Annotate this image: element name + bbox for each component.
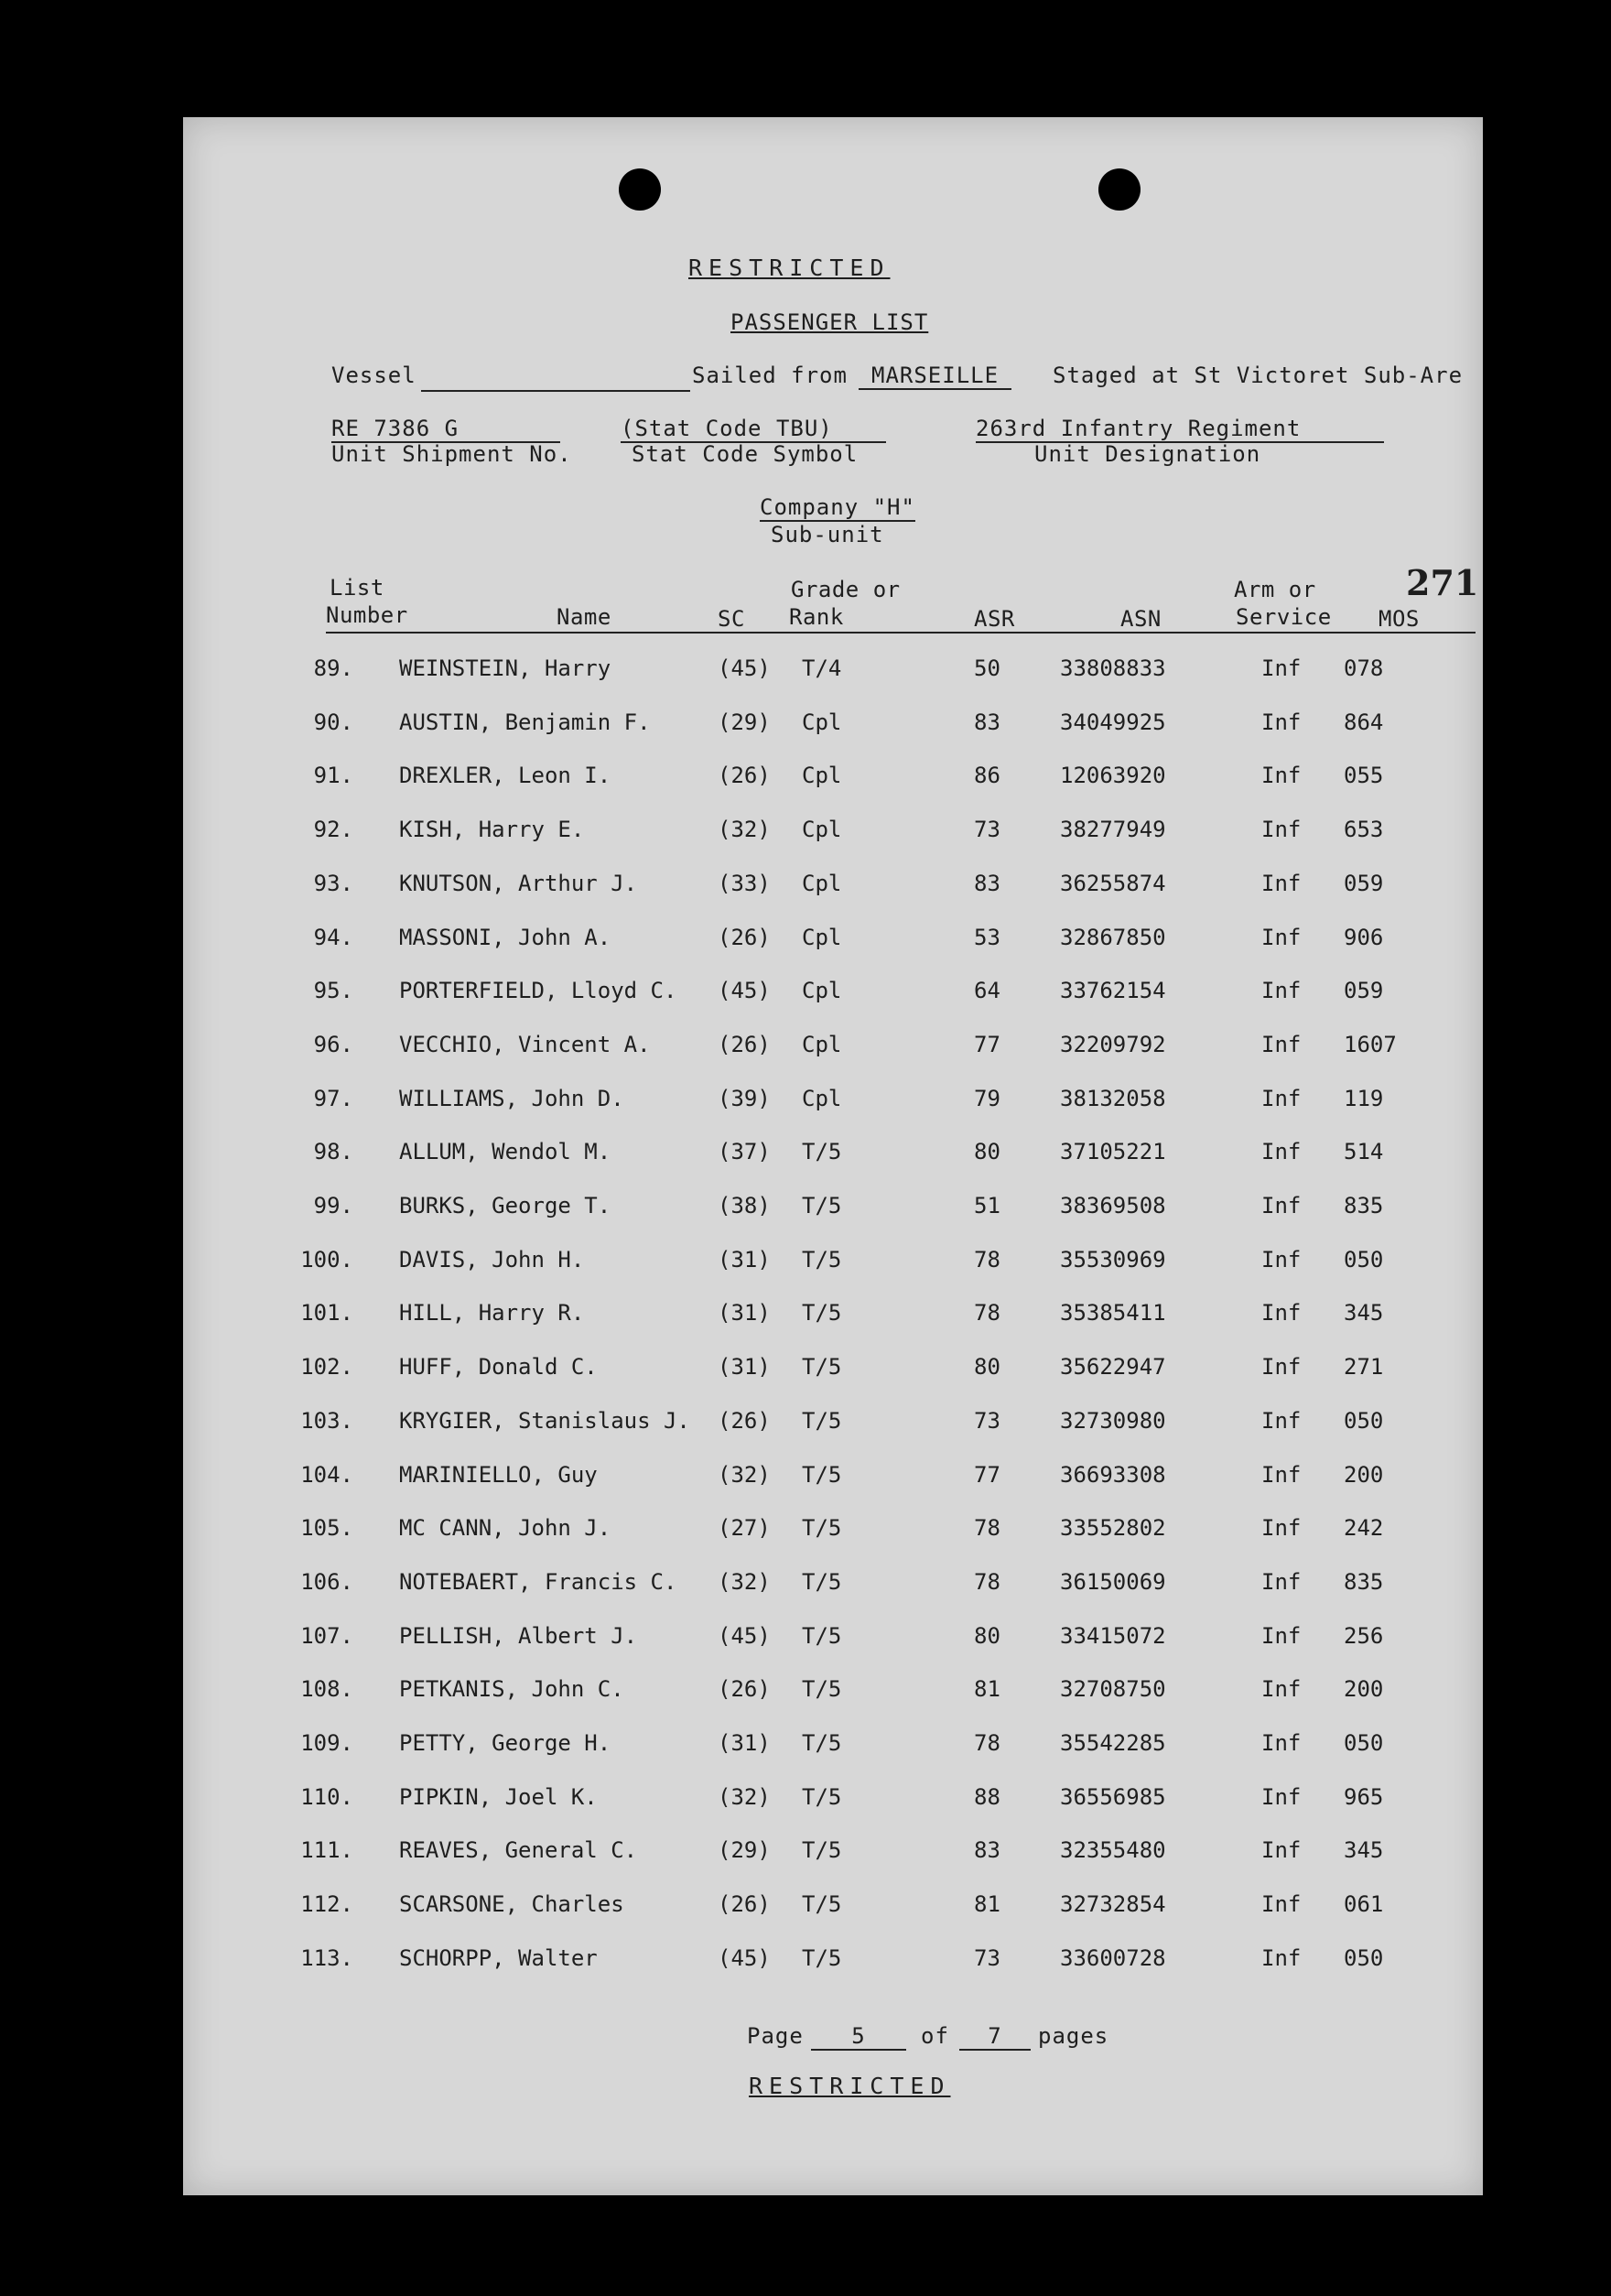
- table-row: [183, 1300, 1483, 1337]
- cell-rank: Cpl: [802, 1085, 842, 1111]
- cell-name: SCHORPP, Walter: [399, 1944, 598, 1971]
- cell-sc: (31): [718, 1354, 771, 1381]
- cell-name: NOTEBAERT, Francis C.: [399, 1568, 677, 1595]
- cell-num: 113.: [300, 1944, 353, 1971]
- cell-num: 106.: [300, 1568, 353, 1595]
- cell-arm: Inf: [1261, 763, 1302, 789]
- cell-asn: 38132058: [1060, 1085, 1166, 1111]
- cell-mos: 050: [1344, 1246, 1384, 1273]
- cell-mos: 1607: [1344, 1031, 1397, 1057]
- cell-arm: Inf: [1261, 709, 1302, 735]
- cell-num: 112.: [300, 1891, 353, 1918]
- cell-asn: 35622947: [1060, 1354, 1166, 1381]
- cell-asr: 80: [974, 1622, 1000, 1649]
- col-sc: SC: [718, 606, 745, 632]
- cell-mos: 653: [1344, 817, 1384, 843]
- cell-name: VECCHIO, Vincent A.: [399, 1031, 651, 1057]
- cell-rank: Cpl: [802, 978, 842, 1004]
- cell-arm: Inf: [1261, 1031, 1302, 1057]
- cell-rank: T/5: [802, 1193, 842, 1218]
- table-row: [183, 978, 1483, 1014]
- cell-mos: 242: [1344, 1515, 1384, 1542]
- cell-asr: 77: [974, 1031, 1000, 1057]
- cell-asr: 83: [974, 870, 1000, 896]
- cell-asn: 33415072: [1060, 1622, 1166, 1649]
- cell-rank: Cpl: [802, 709, 842, 735]
- cell-num: 97.: [313, 1085, 353, 1111]
- table-row: [183, 1623, 1483, 1660]
- cell-asr: 77: [974, 1461, 1000, 1488]
- cell-asn: 33552802: [1060, 1515, 1166, 1542]
- cell-rank: T/5: [802, 1461, 842, 1488]
- cell-arm: Inf: [1261, 1300, 1302, 1327]
- cell-asn: 36150069: [1060, 1568, 1166, 1595]
- cell-num: 100.: [300, 1246, 353, 1273]
- cell-rank: T/5: [802, 1891, 842, 1918]
- cell-name: PORTERFIELD, Lloyd C.: [399, 978, 677, 1004]
- cell-arm: Inf: [1261, 1783, 1302, 1810]
- cell-num: 111.: [300, 1837, 353, 1864]
- restricted-footer: RESTRICTED: [749, 2073, 951, 2099]
- cell-sc: (32): [718, 1568, 771, 1595]
- cell-mos: 059: [1344, 870, 1384, 896]
- cell-arm: Inf: [1261, 924, 1302, 950]
- footer-of-label: of: [921, 2023, 949, 2049]
- cell-sc: (45): [718, 655, 771, 681]
- cell-mos: 835: [1344, 1568, 1384, 1595]
- cell-num: 102.: [300, 1354, 353, 1381]
- cell-arm: Inf: [1261, 817, 1302, 843]
- col-grade-2: Rank: [789, 604, 844, 630]
- table-row: [183, 1569, 1483, 1606]
- cell-num: 108.: [300, 1676, 353, 1703]
- cell-arm: Inf: [1261, 1246, 1302, 1273]
- cell-asr: 53: [974, 924, 1000, 950]
- cell-num: 107.: [300, 1622, 353, 1649]
- cell-mos: 345: [1344, 1837, 1384, 1864]
- footer-page-value: 5: [811, 2023, 906, 2051]
- cell-rank: Cpl: [802, 817, 842, 843]
- cell-rank: T/4: [802, 655, 842, 681]
- cell-mos: 345: [1344, 1300, 1384, 1327]
- footer-total-value: 7: [959, 2023, 1031, 2051]
- cell-name: AUSTIN, Benjamin F.: [399, 709, 651, 735]
- cell-name: DAVIS, John H.: [399, 1246, 585, 1273]
- stat-code-symbol-label: Stat Code Symbol: [632, 441, 859, 467]
- footer-page-label: Page: [747, 2023, 804, 2049]
- cell-name: MARINIELLO, Guy: [399, 1461, 598, 1488]
- document-page: [183, 117, 1483, 2195]
- cell-asr: 86: [974, 763, 1000, 789]
- sub-unit-label: Sub-unit: [771, 522, 884, 547]
- cell-name: SCARSONE, Charles: [399, 1891, 624, 1918]
- cell-name: MASSONI, John A.: [399, 924, 611, 950]
- cell-asr: 88: [974, 1783, 1000, 1810]
- table-row: [183, 1086, 1483, 1122]
- footer-pages-label: pages: [1038, 2023, 1109, 2049]
- cell-rank: T/5: [802, 1139, 842, 1165]
- cell-asn: 35530969: [1060, 1246, 1166, 1273]
- cell-rank: T/5: [802, 1837, 842, 1864]
- cell-arm: Inf: [1261, 1407, 1302, 1434]
- cell-num: 95.: [313, 978, 353, 1004]
- table-row: [183, 1408, 1483, 1445]
- table-row: [183, 1354, 1483, 1391]
- cell-num: 89.: [313, 655, 353, 681]
- cell-rank: T/5: [802, 1407, 842, 1434]
- cell-asr: 83: [974, 1837, 1000, 1864]
- cell-asn: 34049925: [1060, 709, 1166, 735]
- cell-sc: (45): [718, 1944, 771, 1971]
- cell-sc: (31): [718, 1300, 771, 1327]
- cell-asn: 38277949: [1060, 817, 1166, 843]
- cell-mos: 835: [1344, 1193, 1384, 1218]
- cell-asr: 80: [974, 1354, 1000, 1381]
- cell-arm: Inf: [1261, 1354, 1302, 1381]
- table-row: [183, 1247, 1483, 1283]
- cell-num: 99.: [313, 1193, 353, 1218]
- cell-asr: 78: [974, 1515, 1000, 1542]
- punch-hole-left: [619, 168, 661, 211]
- cell-sc: (32): [718, 817, 771, 843]
- cell-sc: (26): [718, 924, 771, 950]
- cell-asn: 33600728: [1060, 1944, 1166, 1971]
- cell-asn: 36255874: [1060, 870, 1166, 896]
- cell-sc: (45): [718, 978, 771, 1004]
- cell-rank: T/5: [802, 1944, 842, 1971]
- cell-sc: (31): [718, 1730, 771, 1756]
- cell-sc: (29): [718, 1837, 771, 1864]
- table-row: [183, 871, 1483, 907]
- cell-asn: 36556985: [1060, 1783, 1166, 1810]
- cell-num: 96.: [313, 1031, 353, 1057]
- cell-asn: 38369508: [1060, 1193, 1166, 1218]
- cell-num: 93.: [313, 870, 353, 896]
- sailed-from-value: MARSEILLE: [859, 363, 1011, 390]
- staged-at-text: Staged at St Victoret Sub-Are: [1053, 363, 1464, 388]
- cell-mos: 200: [1344, 1676, 1384, 1703]
- cell-num: 101.: [300, 1300, 353, 1327]
- col-arm-1: Arm or: [1234, 577, 1316, 602]
- cell-asn: 32867850: [1060, 924, 1166, 950]
- unit-designation: 263rd Infantry Regiment: [976, 416, 1384, 443]
- unit-shipment-no: RE 7386 G: [331, 416, 560, 443]
- cell-sc: (32): [718, 1783, 771, 1810]
- cell-name: HILL, Harry R.: [399, 1300, 585, 1327]
- cell-asn: 35385411: [1060, 1300, 1166, 1327]
- cell-name: DREXLER, Leon I.: [399, 763, 611, 789]
- cell-arm: Inf: [1261, 1568, 1302, 1595]
- cell-rank: Cpl: [802, 870, 842, 896]
- cell-asr: 78: [974, 1730, 1000, 1756]
- cell-asn: 32708750: [1060, 1676, 1166, 1703]
- cell-rank: T/5: [802, 1515, 842, 1542]
- table-row: [183, 817, 1483, 853]
- cell-name: KRYGIER, Stanislaus J.: [399, 1407, 690, 1434]
- col-list-number-2: Number: [326, 602, 408, 628]
- cell-rank: T/5: [802, 1300, 842, 1327]
- cell-asn: 32209792: [1060, 1031, 1166, 1057]
- cell-asr: 78: [974, 1300, 1000, 1327]
- cell-name: BURKS, George T.: [399, 1193, 611, 1218]
- cell-name: WEINSTEIN, Harry: [399, 655, 611, 681]
- cell-num: 104.: [300, 1461, 353, 1488]
- cell-arm: Inf: [1261, 1515, 1302, 1542]
- cell-rank: T/5: [802, 1676, 842, 1703]
- table-row: [183, 1837, 1483, 1874]
- cell-name: KNUTSON, Arthur J.: [399, 870, 638, 896]
- table-row: [183, 1193, 1483, 1229]
- cell-num: 90.: [313, 709, 353, 735]
- cell-num: 110.: [300, 1783, 353, 1810]
- table-row: [183, 1730, 1483, 1767]
- cell-arm: Inf: [1261, 870, 1302, 896]
- cell-asr: 78: [974, 1568, 1000, 1595]
- cell-sc: (29): [718, 709, 771, 735]
- cell-mos: 965: [1344, 1783, 1384, 1810]
- cell-arm: Inf: [1261, 1944, 1302, 1971]
- cell-rank: T/5: [802, 1246, 842, 1273]
- cell-name: KISH, Harry E.: [399, 817, 585, 843]
- cell-mos: 050: [1344, 1407, 1384, 1434]
- cell-mos: 050: [1344, 1730, 1384, 1756]
- cell-name: ALLUM, Wendol M.: [399, 1139, 611, 1165]
- cell-mos: 119: [1344, 1085, 1384, 1111]
- cell-mos: 059: [1344, 978, 1384, 1004]
- cell-asn: 12063920: [1060, 763, 1166, 789]
- col-arm-2: Service: [1236, 604, 1332, 630]
- cell-asr: 50: [974, 655, 1000, 681]
- punch-hole-right: [1098, 168, 1141, 211]
- cell-mos: 055: [1344, 763, 1384, 789]
- cell-arm: Inf: [1261, 1622, 1302, 1649]
- cell-rank: T/5: [802, 1622, 842, 1649]
- cell-arm: Inf: [1261, 1193, 1302, 1218]
- cell-name: HUFF, Donald C.: [399, 1354, 598, 1381]
- unit-designation-label: Unit Designation: [1034, 441, 1261, 467]
- page-stamp-number: 271: [1406, 562, 1479, 603]
- cell-mos: 256: [1344, 1622, 1384, 1649]
- cell-arm: Inf: [1261, 1139, 1302, 1165]
- table-row: [183, 1462, 1483, 1499]
- cell-num: 92.: [313, 817, 353, 843]
- col-asn: ASN: [1120, 606, 1162, 632]
- cell-arm: Inf: [1261, 1676, 1302, 1703]
- passenger-list-title: PASSENGER LIST: [730, 309, 929, 335]
- table-row: [183, 925, 1483, 961]
- cell-sc: (26): [718, 1031, 771, 1057]
- table-row: [183, 709, 1483, 746]
- cell-asr: 73: [974, 817, 1000, 843]
- vessel-label: Vessel: [331, 363, 416, 388]
- cell-rank: Cpl: [802, 924, 842, 950]
- cell-asn: 36693308: [1060, 1461, 1166, 1488]
- col-name: Name: [557, 604, 611, 630]
- cell-arm: Inf: [1261, 1837, 1302, 1864]
- cell-mos: 514: [1344, 1139, 1384, 1165]
- col-list-number-1: List: [330, 575, 384, 601]
- cell-asr: 79: [974, 1085, 1000, 1111]
- cell-asn: 32355480: [1060, 1837, 1166, 1864]
- cell-mos: 906: [1344, 924, 1384, 950]
- cell-mos: 200: [1344, 1461, 1384, 1488]
- cell-sc: (37): [718, 1139, 771, 1165]
- cell-sc: (27): [718, 1515, 771, 1542]
- cell-sc: (26): [718, 763, 771, 789]
- cell-asr: 83: [974, 709, 1000, 735]
- cell-sc: (33): [718, 870, 771, 896]
- cell-name: PIPKIN, Joel K.: [399, 1783, 598, 1810]
- vessel-value: [421, 364, 690, 392]
- table-row: [183, 1676, 1483, 1713]
- cell-num: 109.: [300, 1730, 353, 1756]
- cell-asn: 32732854: [1060, 1891, 1166, 1918]
- cell-asr: 51: [974, 1193, 1000, 1218]
- cell-asr: 73: [974, 1407, 1000, 1434]
- cell-asn: 33808833: [1060, 655, 1166, 681]
- cell-rank: Cpl: [802, 1031, 842, 1057]
- cell-name: MC CANN, John J.: [399, 1515, 611, 1542]
- header-rule: [326, 632, 1476, 634]
- cell-num: 103.: [300, 1407, 353, 1434]
- cell-arm: Inf: [1261, 655, 1302, 681]
- stat-code-symbol: (Stat Code TBU): [621, 416, 886, 443]
- table-row: [183, 1784, 1483, 1821]
- cell-sc: (26): [718, 1407, 771, 1434]
- cell-rank: T/5: [802, 1568, 842, 1595]
- col-asr: ASR: [974, 606, 1015, 632]
- table-row: [183, 1945, 1483, 1982]
- cell-asr: 81: [974, 1891, 1000, 1918]
- cell-asn: 37105221: [1060, 1139, 1166, 1165]
- cell-name: PETKANIS, John C.: [399, 1676, 624, 1703]
- cell-name: REAVES, General C.: [399, 1837, 638, 1864]
- sub-unit: Company "H": [760, 494, 915, 520]
- cell-sc: (31): [718, 1246, 771, 1273]
- col-grade-1: Grade or: [791, 577, 901, 602]
- cell-arm: Inf: [1261, 978, 1302, 1004]
- cell-name: PETTY, George H.: [399, 1730, 611, 1756]
- cell-asn: 33762154: [1060, 978, 1166, 1004]
- cell-asr: 64: [974, 978, 1000, 1004]
- restricted-header: RESTRICTED: [688, 255, 891, 281]
- cell-asr: 78: [974, 1246, 1000, 1273]
- cell-name: WILLIAMS, John D.: [399, 1085, 624, 1111]
- cell-sc: (45): [718, 1622, 771, 1649]
- cell-num: 98.: [313, 1139, 353, 1165]
- table-row: [183, 1139, 1483, 1175]
- cell-mos: 061: [1344, 1891, 1384, 1918]
- table-row: [183, 763, 1483, 799]
- col-mos: MOS: [1379, 606, 1420, 632]
- cell-arm: Inf: [1261, 1085, 1302, 1111]
- table-row: [183, 655, 1483, 692]
- cell-num: 91.: [313, 763, 353, 789]
- cell-asr: 81: [974, 1676, 1000, 1703]
- table-row: [183, 1515, 1483, 1552]
- cell-mos: 078: [1344, 655, 1384, 681]
- cell-rank: T/5: [802, 1730, 842, 1756]
- cell-asn: 35542285: [1060, 1730, 1166, 1756]
- table-row: [183, 1891, 1483, 1928]
- cell-sc: (38): [718, 1193, 771, 1218]
- cell-asr: 80: [974, 1139, 1000, 1165]
- cell-asr: 73: [974, 1944, 1000, 1971]
- cell-sc: (26): [718, 1891, 771, 1918]
- cell-name: PELLISH, Albert J.: [399, 1622, 638, 1649]
- unit-shipment-no-label: Unit Shipment No.: [331, 441, 572, 467]
- cell-mos: 864: [1344, 709, 1384, 735]
- cell-arm: Inf: [1261, 1461, 1302, 1488]
- cell-sc: (39): [718, 1085, 771, 1111]
- cell-num: 94.: [313, 924, 353, 950]
- cell-mos: 050: [1344, 1944, 1384, 1971]
- cell-sc: (32): [718, 1461, 771, 1488]
- cell-rank: T/5: [802, 1354, 842, 1381]
- cell-arm: Inf: [1261, 1730, 1302, 1756]
- cell-num: 105.: [300, 1515, 353, 1542]
- sailed-from-label: Sailed from: [692, 363, 848, 388]
- cell-mos: 271: [1344, 1354, 1384, 1381]
- table-row: [183, 1032, 1483, 1068]
- cell-rank: T/5: [802, 1783, 842, 1810]
- cell-sc: (26): [718, 1676, 771, 1703]
- cell-asn: 32730980: [1060, 1407, 1166, 1434]
- cell-rank: Cpl: [802, 763, 842, 789]
- cell-arm: Inf: [1261, 1891, 1302, 1918]
